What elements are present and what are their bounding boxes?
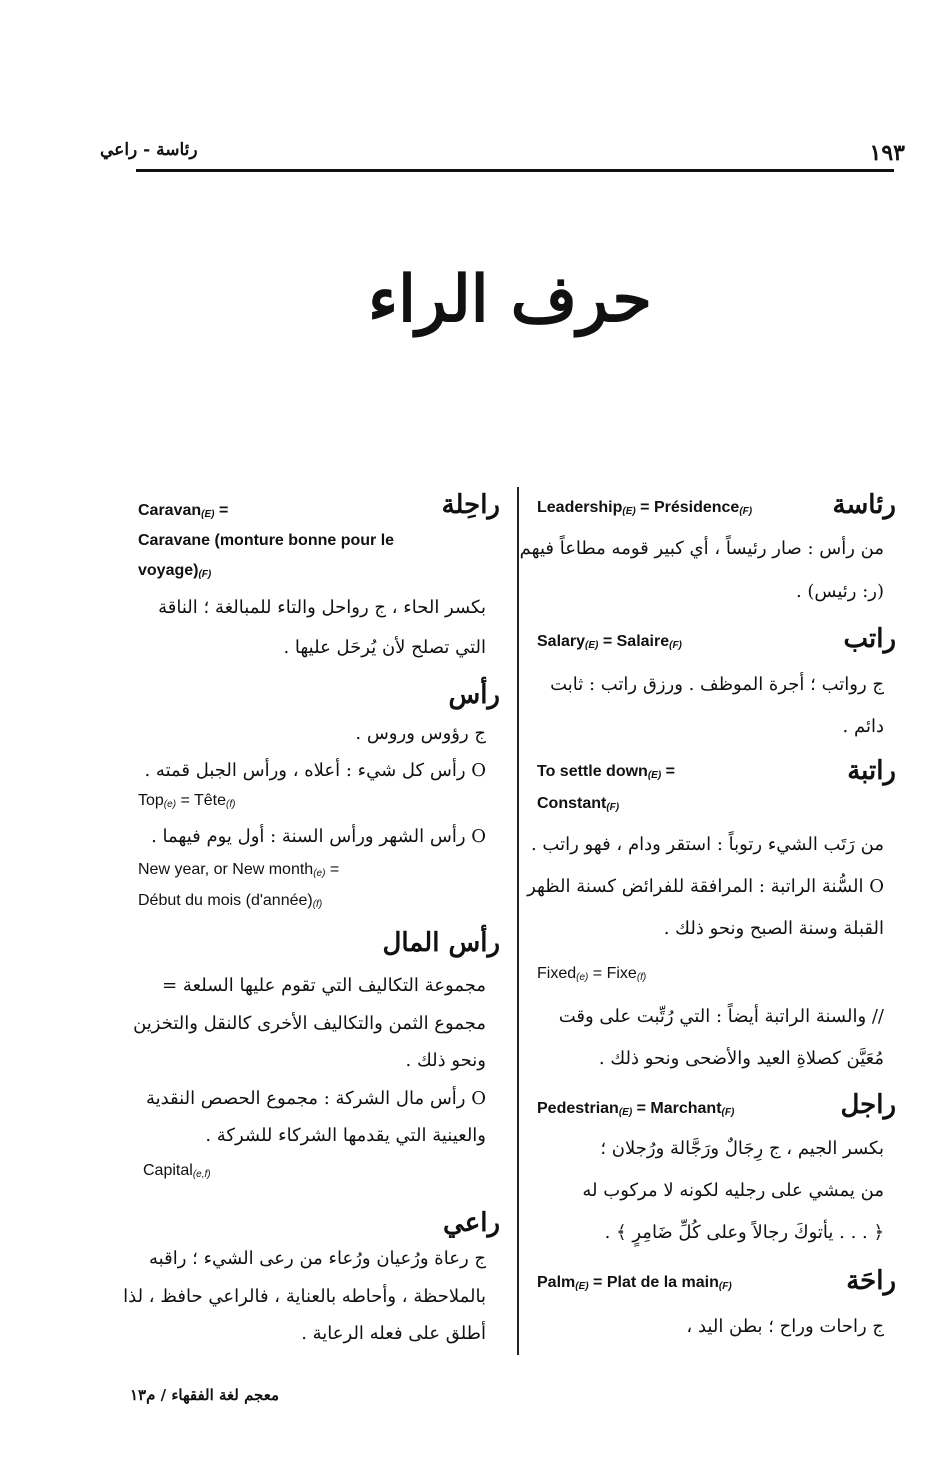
- translation-debut: Début du mois $(d'année)_{(f)}$: [138, 892, 323, 910]
- column-divider: [517, 487, 519, 1355]
- definition-line: القبلة وسنة الصبح ونحو ذلك .: [663, 918, 884, 939]
- headword-rai: راعي: [443, 1208, 500, 1238]
- definition-line: // والسنة الراتبة أيضاً : التي رُتِّبت على وقت: [558, 1006, 884, 1027]
- definition-line: مُعَيَّن كصلاةِ العيد والأضحى ونحو ذلك .: [598, 1048, 884, 1069]
- definition-line: من رأس : صار رئيساً ، أي كبير قومه مطاعاً فيهم: [519, 538, 884, 559]
- page-number: ١٩٣: [869, 140, 905, 166]
- definition-line: بالملاحظة ، وأحاطه بالعناية ، فالراعي حافظ ، لذا: [123, 1286, 486, 1307]
- running-title: رئاسة - راعي: [100, 140, 198, 160]
- definition-line: من يمشي على رجليه لكونه لا مركوب له: [582, 1180, 884, 1201]
- definition-line: (ر: رئيس) .: [795, 581, 884, 602]
- translation-caravan: Caravan$_{(E)}$ =: [138, 502, 229, 520]
- definition-line: مجموعة التكاليف التي تقوم عليها السلعة =: [162, 975, 486, 996]
- definition-line: مجموع الثمن والتكاليف الأخرى كالنقل والتخزين: [133, 1013, 486, 1034]
- definition-line: O رأس كل شيء : أعلاه ، ورأس الجبل قمته .: [144, 760, 486, 781]
- headword-ratiba: راتبة: [847, 756, 896, 786]
- translation-pedestrian: Pedestrian$_{(E)}$ = Marchant$_{(F)}$: [537, 1100, 735, 1118]
- definition-line: دائم .: [842, 716, 884, 737]
- translation-fixed: Fixed$_{(e)}$ = Fixe$_{(f)}$: [537, 965, 647, 983]
- headword-riasa: رئاسة: [832, 490, 896, 520]
- definition-line: ج رؤوس وروس .: [355, 723, 486, 744]
- definition-line: والعينية التي يقدمها الشركاء للشركة .: [205, 1125, 486, 1146]
- translation-palm: Palm$_{(E)}$ = Plat de la main$_{(F)}$: [537, 1274, 732, 1292]
- translation-leadership: Leadership$_{(E)}$ = Présidence$_{(F)}$: [537, 499, 753, 517]
- translation-capital: Capital$_{(e,f)}$: [143, 1162, 211, 1180]
- headword-ratib: راتب: [843, 624, 896, 654]
- headword-ras: رأس: [448, 680, 500, 710]
- headword-raha: راحَة: [846, 1266, 896, 1296]
- translation-settle-down: To settle down$_{(E)}$ =: [537, 763, 675, 781]
- definition-line: ج رعاة ورُعيان ورُعاء من رعى الشيء ؛ راقبه: [149, 1248, 486, 1269]
- chapter-title: حرف الراء: [368, 262, 652, 337]
- definition-line: ونحو ذلك .: [405, 1050, 486, 1071]
- definition-line: التي تصلح لأن يُرحَل عليها .: [283, 637, 486, 658]
- quranic-quote: ﴿ . . . يأتوكَ رجالاً وعلى كُلِّ ضَامِرٍ ﴾ .: [604, 1222, 884, 1243]
- definition-line: من رَتَب الشيء رتوباً : استقر ودام ، فهو راتب .: [530, 834, 884, 855]
- definition-line: ج راحات وراح ؛ بطن اليد ،: [686, 1316, 884, 1337]
- definition-line: ج رواتب ؛ أجرة الموظف . ورزق راتب : ثابت: [550, 674, 884, 695]
- definition-line: O رأس الشهر ورأس السنة : أول يوم فيهما .: [151, 826, 486, 847]
- translation-voyage: $voyage)_{(F)}$: [138, 562, 212, 580]
- translation-constant: Constant$_{(F)}$: [537, 795, 620, 813]
- headword-ras-al-mal: رأس المال: [382, 928, 500, 958]
- definition-line: أطلق على فعله الرعاية .: [301, 1323, 486, 1344]
- headword-rahila: راحِلة: [441, 490, 500, 520]
- translation-caravane: Caravane (monture bonne pour le: [138, 532, 395, 549]
- definition-line: O رأس مال الشركة : مجموع الحصص النقدية: [145, 1088, 486, 1109]
- translation-top: Top$_{(e)}$ = Tête$_{(f)}$: [138, 792, 236, 810]
- header-rule: [136, 169, 894, 172]
- definition-line: بكسر الحاء ، ج رواحل والتاء للمبالغة ؛ الناقة: [158, 597, 486, 618]
- headword-rajil: راجل: [840, 1090, 896, 1120]
- footer-signature: معجم لغة الفقهاء / م١٣: [130, 1386, 280, 1404]
- translation-new-year: New year, or New month$_{(e)}$ =: [138, 861, 340, 879]
- definition-line: O السُّنة الراتبة : المرافقة للفرائض كسنة الظهر: [527, 876, 884, 897]
- translation-salary: Salary$_{(E)}$ = Salaire$_{(F)}$: [537, 633, 682, 651]
- definition-line: بكسر الجيم ، ج رِجَالٌ ورَجَّالة ورُجلان ؛: [600, 1138, 884, 1159]
